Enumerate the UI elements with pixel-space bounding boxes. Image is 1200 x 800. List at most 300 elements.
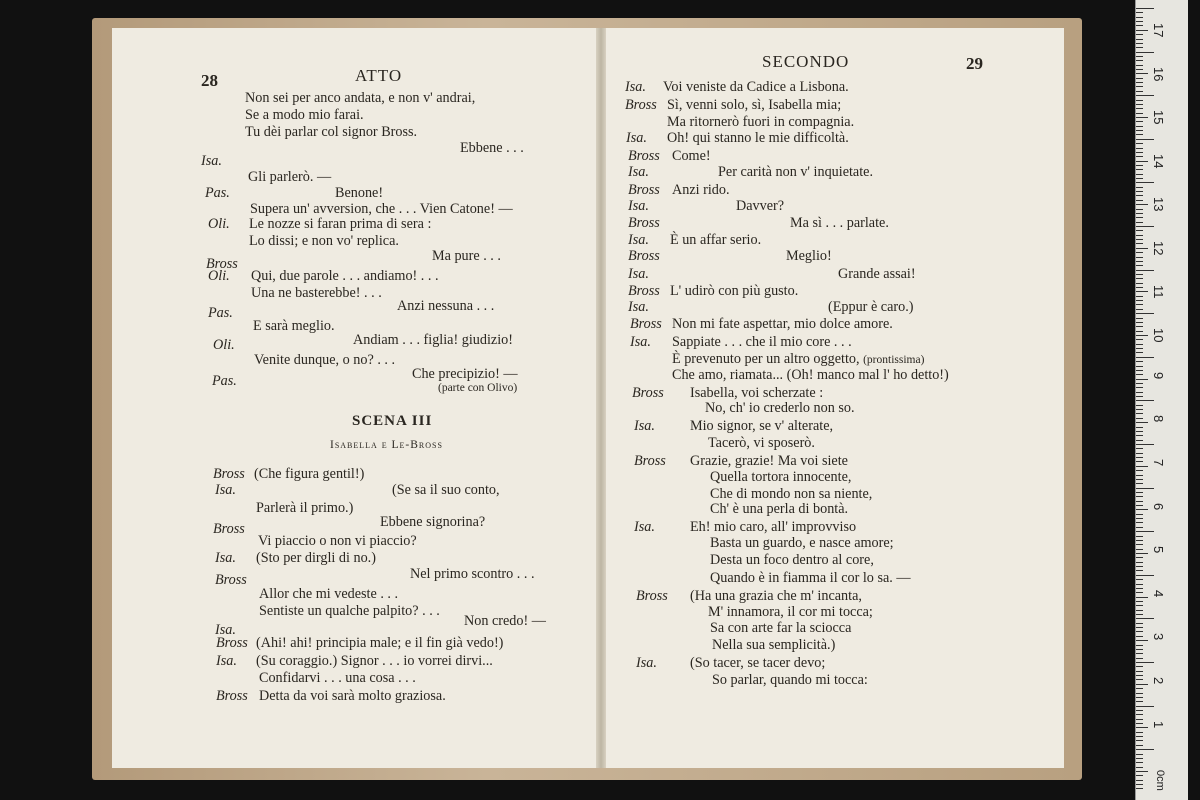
verse-line: Anzi rido. <box>672 182 730 198</box>
ruler-tick <box>1136 43 1143 44</box>
ruler-number: 4 <box>1151 589 1166 598</box>
ruler-tick <box>1136 754 1143 755</box>
ruler-tick <box>1136 318 1143 319</box>
ruler-tick <box>1136 540 1143 541</box>
ruler-tick <box>1136 248 1148 249</box>
ruler-tick <box>1136 736 1143 737</box>
ruler-tick <box>1136 182 1154 183</box>
verse-line: Ebbene . . . <box>460 140 524 156</box>
ruler-tick <box>1136 243 1143 244</box>
ruler-tick <box>1136 671 1143 672</box>
ruler-tick <box>1136 466 1148 467</box>
ruler-tick <box>1136 100 1143 101</box>
verse-line: (Che figura gentil!) <box>254 466 365 482</box>
ruler-tick <box>1136 627 1143 628</box>
ruler-tick <box>1136 257 1143 258</box>
ruler-tick <box>1136 640 1148 641</box>
ruler-tick <box>1136 505 1143 506</box>
ruler-tick <box>1136 17 1143 18</box>
ruler-tick <box>1136 387 1143 388</box>
ruler-number: 6 <box>1151 502 1166 510</box>
ruler-tick <box>1136 444 1154 445</box>
ruler-tick <box>1136 274 1143 275</box>
ruler-tick <box>1136 453 1143 454</box>
verse-line: Desta un foco dentro al core, <box>710 552 874 568</box>
ruler-tick <box>1136 344 1143 345</box>
ruler-tick <box>1136 479 1143 480</box>
verse-line: (Su coraggio.) Signor . . . io vorrei dirvi... <box>256 653 493 669</box>
ruler-tick <box>1136 73 1148 74</box>
ruler-tick <box>1136 666 1143 667</box>
ruler-tick <box>1136 727 1148 728</box>
measurement-ruler <box>1135 0 1188 800</box>
verse-line: Parlerà il primo.) <box>256 500 354 516</box>
ruler-tick <box>1136 95 1154 96</box>
verse-line: Che precipizio! — <box>412 366 518 382</box>
ruler-tick <box>1136 195 1143 196</box>
verse-line: Sì, venni solo, sì, Isabella mia; <box>667 97 842 113</box>
ruler-tick <box>1136 383 1143 384</box>
ruler-tick <box>1136 732 1143 733</box>
ruler-tick <box>1136 261 1143 262</box>
ruler-tick <box>1136 597 1148 598</box>
speaker-label: Isa. <box>628 232 649 248</box>
ruler-tick <box>1136 483 1143 484</box>
verse-line: Mio signor, se v' alterate, <box>690 418 834 434</box>
speaker-label: Bross <box>213 466 245 482</box>
verse-line: Ma ritornerò fuori in compagnia. <box>667 114 855 130</box>
ruler-tick <box>1136 719 1143 720</box>
ruler-tick <box>1136 174 1143 175</box>
verse-line: Vi piaccio o non vi piaccio? <box>258 533 417 549</box>
ruler-tick <box>1136 12 1143 13</box>
verse-line: Tacerò, vi sposerò. <box>708 435 815 451</box>
ruler-tick <box>1136 749 1154 750</box>
verse-line: Confidarvi . . . una cosa . . . <box>259 670 416 686</box>
verse-line: Per carità non v' inquietate. <box>718 164 874 180</box>
ruler-tick <box>1136 392 1143 393</box>
verse-line: Non sei per anco andata, e non v' andrai, <box>245 90 476 106</box>
speaker-label: Isa. <box>628 164 649 180</box>
verse-line: Sentiste un qualche palpito? . . . <box>259 603 440 619</box>
verse-line: Venite dunque, o no? . . . <box>254 352 396 368</box>
ruler-tick <box>1136 204 1148 205</box>
verse-line: Ebbene signorina? <box>380 514 486 530</box>
verse-line: Ch' è una perla di bontà. <box>710 501 849 517</box>
speaker-label: Bross <box>216 688 248 704</box>
ruler-number: 15 <box>1151 110 1166 125</box>
ruler-number: 12 <box>1151 241 1166 256</box>
verse-line: Che di mondo non sa niente, <box>710 486 873 502</box>
verse-line: Allor che mi vedeste . . . <box>259 586 399 602</box>
ruler-tick <box>1136 56 1143 57</box>
ruler-tick <box>1136 300 1143 301</box>
scene-characters <box>330 439 443 451</box>
ruler-tick <box>1136 566 1143 567</box>
verse-line: (Ahi! ahi! principia male; e il fin già vedo!) <box>256 635 504 651</box>
ruler-tick <box>1136 706 1154 707</box>
ruler-tick <box>1136 291 1148 292</box>
ruler-tick <box>1136 684 1148 685</box>
ruler-tick <box>1136 461 1143 462</box>
ruler-tick <box>1136 82 1143 83</box>
ruler-tick <box>1136 475 1143 476</box>
ruler-tick <box>1136 653 1143 654</box>
ruler-tick <box>1136 649 1143 650</box>
ruler-tick <box>1136 361 1143 362</box>
ruler-tick <box>1136 549 1143 550</box>
ruler-tick <box>1136 309 1143 310</box>
verse-line: Grazie, grazie! Ma voi siete <box>690 453 848 469</box>
ruler-tick <box>1136 531 1154 532</box>
ruler-tick <box>1136 287 1143 288</box>
right-page-number: 29 <box>966 54 983 73</box>
ruler-tick <box>1136 400 1154 401</box>
ruler-tick <box>1136 457 1143 458</box>
verse-line: Quella tortora innocente, <box>710 469 852 485</box>
ruler-tick <box>1136 518 1143 519</box>
ruler-tick <box>1136 601 1143 602</box>
verse-line: Gli parlerò. — <box>248 169 332 185</box>
ruler-number: 8 <box>1151 415 1166 423</box>
ruler-tick <box>1136 52 1154 53</box>
speaker-label: Bross <box>625 97 657 113</box>
ruler-tick <box>1136 492 1143 493</box>
speaker-label: Isa. <box>201 153 222 169</box>
ruler-tick <box>1136 222 1143 223</box>
ruler-tick <box>1136 688 1143 689</box>
ruler-tick <box>1136 113 1143 114</box>
ruler-tick <box>1136 165 1143 166</box>
ruler-tick <box>1136 348 1143 349</box>
ruler-tick <box>1136 335 1148 336</box>
verse-line: Le nozze si faran prima di sera : <box>249 216 432 232</box>
ruler-tick <box>1136 527 1143 528</box>
verse-line: Nella sua semplicità.) <box>712 637 836 653</box>
speaker-label: Isa. <box>625 79 646 95</box>
scene-characters-text: Isabella e Le-Bross <box>330 439 443 451</box>
ruler-tick <box>1136 396 1143 397</box>
ruler-tick <box>1136 409 1143 410</box>
left-running-head: ATTO <box>355 66 403 85</box>
ruler-tick <box>1136 313 1154 314</box>
ruler-tick <box>1136 230 1143 231</box>
ruler-tick <box>1136 501 1143 502</box>
speaker-label: Bross <box>632 385 664 401</box>
ruler-tick <box>1136 278 1143 279</box>
ruler-number: 17 <box>1151 23 1166 38</box>
speaker-label: Bross <box>216 635 248 651</box>
verse-line: Ma sì . . . parlate. <box>790 215 889 231</box>
ruler-tick <box>1136 610 1143 611</box>
ruler-tick <box>1136 39 1143 40</box>
ruler-tick <box>1136 636 1143 637</box>
ruler-tick <box>1136 379 1148 380</box>
ruler-tick <box>1136 60 1143 61</box>
ruler-tick <box>1136 514 1143 515</box>
verse-line: Detta da voi sarà molto graziosa. <box>259 688 446 704</box>
verse-line: (Se sa il suo conto, <box>392 482 500 498</box>
ruler-tick <box>1136 714 1143 715</box>
verse-line: È un affar serio. <box>670 232 762 248</box>
ruler-tick <box>1136 780 1143 781</box>
ruler-tick <box>1136 322 1143 323</box>
ruler-tick <box>1136 431 1143 432</box>
ruler-number: 11 <box>1151 284 1166 299</box>
ruler-tick <box>1136 592 1143 593</box>
ruler-tick <box>1136 213 1143 214</box>
speaker-label: Isa. <box>215 622 236 638</box>
ruler-tick <box>1136 34 1143 35</box>
ruler-tick <box>1136 588 1143 589</box>
verse-line: Andiam . . . figlia! giudizio! <box>353 332 513 348</box>
ruler-tick <box>1136 631 1143 632</box>
right-running-head: SECONDO <box>762 52 850 71</box>
ruler-tick <box>1136 30 1148 31</box>
verse-line: Nel primo scontro . . . <box>410 566 535 582</box>
ruler-tick <box>1136 143 1143 144</box>
ruler-tick <box>1136 47 1143 48</box>
ruler-tick <box>1136 104 1143 105</box>
ruler-tick <box>1136 304 1143 305</box>
ruler-tick <box>1136 296 1143 297</box>
speaker-label: Pas. <box>205 185 230 201</box>
ruler-tick <box>1136 191 1143 192</box>
ruler-number: 10 <box>1151 328 1166 343</box>
ruler-tick <box>1136 209 1143 210</box>
speaker-label: Bross <box>628 148 660 164</box>
ruler-tick <box>1136 496 1143 497</box>
ruler-tick <box>1136 767 1143 768</box>
verse-line: (So tacer, se tacer devo; <box>690 655 826 671</box>
ruler-tick <box>1136 108 1143 109</box>
ruler-tick <box>1136 645 1143 646</box>
speaker-label: Pas. <box>208 305 233 321</box>
ruler-tick <box>1136 710 1143 711</box>
speaker-label: Bross <box>628 182 660 198</box>
verse-line: Meglio! <box>786 248 832 264</box>
ruler-number: 14 <box>1151 153 1166 169</box>
ruler-tick <box>1136 762 1143 763</box>
ruler-number: 16 <box>1151 66 1166 82</box>
speaker-label: Pas. <box>212 373 237 389</box>
verse-line: L' udirò con più gusto. <box>670 283 799 299</box>
speaker-label: Isa. <box>630 334 651 350</box>
ruler-tick <box>1136 121 1143 122</box>
speaker-label: Bross <box>213 521 245 537</box>
ruler-tick <box>1136 156 1143 157</box>
speaker-label: Bross <box>215 572 247 588</box>
ruler-tick <box>1136 370 1143 371</box>
ruler-number: 5 <box>1151 546 1166 554</box>
speaker-label: Bross <box>636 588 668 604</box>
ruler-tick <box>1136 405 1143 406</box>
ruler-tick <box>1136 536 1143 537</box>
speaker-label: Isa. <box>634 418 655 434</box>
ruler-tick <box>1136 662 1154 663</box>
ruler-tick <box>1136 701 1143 702</box>
verse-line: Davver? <box>736 198 785 214</box>
ruler-tick <box>1136 470 1143 471</box>
ruler-tick <box>1136 352 1143 353</box>
speaker-label: Bross <box>206 256 238 272</box>
verse-line: Oh! qui stanno le mie difficoltà. <box>667 130 849 146</box>
ruler-tick <box>1136 200 1143 201</box>
ruler-number: 1 <box>1151 720 1166 728</box>
ruler-tick <box>1136 169 1143 170</box>
speaker-label: Isa. <box>215 550 236 566</box>
ruler-tick <box>1136 161 1148 162</box>
verse-line: È prevenuto per un altro oggetto, (prontissima) <box>672 351 925 367</box>
verse-line: Quando è in fiamma il cor lo sa. — <box>710 570 911 586</box>
ruler-tick <box>1136 579 1143 580</box>
ruler-tick <box>1136 562 1143 563</box>
ruler-tick <box>1136 226 1154 227</box>
verse-line: Eh! mio caro, all' improvviso <box>690 519 857 535</box>
ruler-tick <box>1136 139 1154 140</box>
verse-line: Se a modo mio farai. <box>245 107 364 123</box>
ruler-tick <box>1136 553 1148 554</box>
speaker-label: Oli. <box>208 268 230 284</box>
ruler-tick <box>1136 771 1148 772</box>
verse-line: Qui, due parole . . . andiamo! . . . <box>251 268 439 284</box>
ruler-tick <box>1136 723 1143 724</box>
ruler-tick <box>1136 693 1143 694</box>
ruler-tick <box>1136 509 1148 510</box>
speaker-label: Isa. <box>628 266 649 282</box>
ruler-tick <box>1136 658 1143 659</box>
speaker-label: Oli. <box>208 216 230 232</box>
ruler-tick <box>1136 178 1143 179</box>
ruler-tick <box>1136 374 1143 375</box>
ruler-tick <box>1136 544 1143 545</box>
ruler-tick <box>1136 697 1143 698</box>
speaker-label: Isa. <box>636 655 657 671</box>
verse-line: M' innamora, il cor mi tocca; <box>708 604 873 620</box>
verse-line: No, ch' io crederlo non so. <box>705 400 855 416</box>
verse-line: E sarà meglio. <box>253 318 335 334</box>
ruler-tick <box>1136 623 1143 624</box>
speaker-label: Bross <box>630 316 662 332</box>
ruler-tick <box>1136 270 1154 271</box>
verse-line: Supera un' avversion, che . . . Vien Catone! — <box>250 201 513 217</box>
ruler-tick <box>1136 745 1143 746</box>
ruler-tick <box>1136 152 1143 153</box>
ruler-tick <box>1136 283 1143 284</box>
ruler-tick <box>1136 78 1143 79</box>
speaker-label: Bross <box>634 453 666 469</box>
ruler-tick <box>1136 584 1143 585</box>
ruler-tick <box>1136 126 1143 127</box>
ruler-tick <box>1136 422 1148 423</box>
verse-line: Come! <box>672 148 711 164</box>
verse-line: Grande assai! <box>838 266 916 282</box>
ruler-tick <box>1136 130 1143 131</box>
verse-line: Una ne basterebbe! . . . <box>251 285 382 301</box>
verse-line: (parte con Olivo) <box>438 382 518 394</box>
ruler-tick <box>1136 357 1154 358</box>
ruler-tick <box>1136 91 1143 92</box>
speaker-label: Oli. <box>213 337 235 353</box>
verse-line: Voi veniste da Cadice a Lisbona. <box>663 79 849 95</box>
ruler-tick <box>1136 775 1143 776</box>
ruler-tick <box>1136 366 1143 367</box>
ruler-tick <box>1136 618 1154 619</box>
ruler-tick <box>1136 614 1143 615</box>
ruler-tick <box>1136 148 1143 149</box>
ruler-tick <box>1136 758 1143 759</box>
ruler-tick <box>1136 134 1143 135</box>
verse-line: Lo dissi; e non vo' replica. <box>249 233 399 249</box>
ruler-tick <box>1136 440 1143 441</box>
speaker-label: Bross <box>628 283 660 299</box>
verse-line: (Sto per dirgli di no.) <box>256 550 376 566</box>
ruler-number: 2 <box>1151 677 1166 685</box>
scene-title: SCENA III <box>352 413 433 429</box>
speaker-label: Isa. <box>634 519 655 535</box>
ruler-tick <box>1136 522 1143 523</box>
speaker-label: Bross <box>628 248 660 264</box>
ruler-tick <box>1136 252 1143 253</box>
ruler-tick <box>1136 69 1143 70</box>
ruler-number: 9 <box>1151 371 1166 380</box>
ruler-number: 3 <box>1151 633 1166 641</box>
ruler-tick <box>1136 784 1143 785</box>
verse-line: Non mi fate aspettar, mio dolce amore. <box>672 316 893 332</box>
verse-line: So parlar, quando mi tocca: <box>712 672 868 688</box>
speaker-label: Isa. <box>628 198 649 214</box>
verse-line: Sappiate . . . che il mio core . . . <box>672 334 852 350</box>
ruler-unit-label: 0cm <box>1154 770 1166 791</box>
verse-line: Non credo! — <box>464 613 546 629</box>
verse-line: Sa con arte far la sciocca <box>710 620 852 636</box>
ruler-tick <box>1136 740 1143 741</box>
speaker-label: Isa. <box>628 299 649 315</box>
ruler-tick <box>1136 65 1143 66</box>
ruler-tick <box>1136 435 1143 436</box>
ruler-tick <box>1136 339 1143 340</box>
verse-line: Anzi nessuna . . . <box>397 298 495 314</box>
ruler-tick <box>1136 326 1143 327</box>
ruler-tick <box>1136 557 1143 558</box>
ruler-tick <box>1136 331 1143 332</box>
ruler-tick <box>1136 675 1143 676</box>
ruler-tick <box>1136 25 1143 26</box>
ruler-tick <box>1136 187 1143 188</box>
ruler-tick <box>1136 217 1143 218</box>
ruler-tick <box>1136 8 1154 9</box>
ruler-tick <box>1136 788 1143 789</box>
speaker-label: Isa. <box>626 130 647 146</box>
ruler-tick <box>1136 239 1143 240</box>
speaker-label: Isa. <box>215 482 236 498</box>
ruler-tick <box>1136 413 1143 414</box>
ruler-tick <box>1136 427 1143 428</box>
ruler-tick <box>1136 265 1143 266</box>
ruler-tick <box>1136 448 1143 449</box>
verse-line: Benone! <box>335 185 384 201</box>
ruler-tick <box>1136 488 1154 489</box>
ruler-number: 13 <box>1151 197 1166 212</box>
ruler-tick <box>1136 575 1154 576</box>
ruler-tick <box>1136 679 1143 680</box>
ruler-tick <box>1136 235 1143 236</box>
left-page-number: 28 <box>201 71 218 90</box>
verse-line: (Ha una grazia che m' incanta, <box>690 588 862 604</box>
ruler-tick <box>1136 605 1143 606</box>
ruler-tick <box>1136 21 1143 22</box>
verse-line: Isabella, voi scherzate : <box>690 385 824 401</box>
